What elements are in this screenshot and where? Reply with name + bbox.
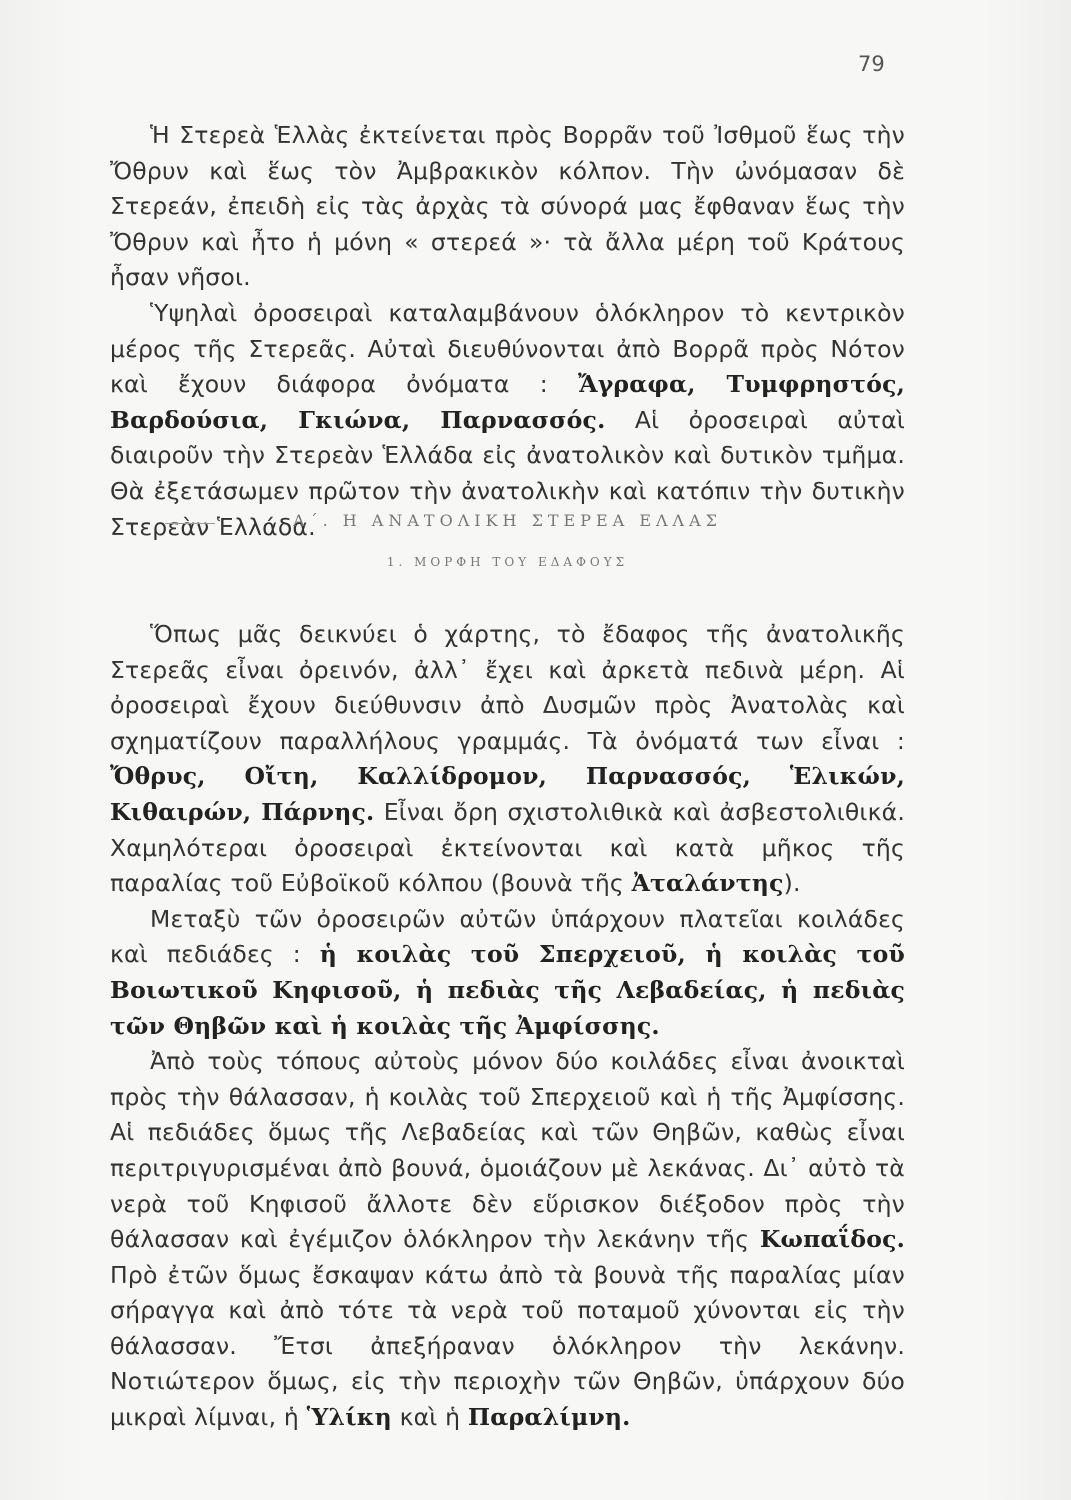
- body-text: [110, 617, 905, 1436]
- intro-text: [110, 118, 905, 545]
- page-number: 79: [858, 52, 885, 76]
- valley-names: ἡ κοιλὰς τοῦ Σπερχειοῦ, ἡ κοιλὰς τοῦ Βοιωτικοῦ Κηφισοῦ, ἡ πεδιὰς τῆς Λεβαδείας, ἡ πεδιὰς τῶν Θηβῶν καὶ ἡ κοιλὰς τῆς Ἀμφίσσης.: [110, 940, 906, 1040]
- body-paragraph-1: Ὅπως μᾶς δεικνύει ὁ χάρτης, τὸ ἔδαφος τῆς ἀνατολικῆς Στερεᾶς εἶναι ὀρεινόν, ἀλλ᾽ ἔχει καὶ ἀρκετὰ πεδινὰ μέρη. Αἱ ὀροσειραὶ ἔχουν διεύθυνσιν ἀπὸ Δυσμῶν πρὸς Ἀνατολὰς καὶ σχηματίζουν παραλλήλους γραμμάς. Τὰ ὀνόματά των εἶναι : Ὄθρυς, Οἴτη, Καλλίδρομον, Παρνασσός, Ἑλικών, Κιθαιρών, Πάρνης. Εἶναι ὄρη σχιστολιθικὰ καὶ ἀσβεστολιθικά. Χαμηλότεραι ὀροσειραὶ ἐκτείνονται καὶ κατὰ μῆκος τῆς παραλίας τοῦ Εὐβοϊκοῦ κόλπου (βουνὰ τῆς Ἀταλάντης).: [110, 620, 905, 898]
- body-paragraph-3: Ἀπὸ τοὺς τόπους αὐτοὺς μόνον δύο κοιλάδες εἶναι ἀνοικταὶ πρὸς τὴν θάλασσαν, ἡ κοιλὰς τοῦ Σπερχειοῦ καὶ ἡ τῆς Ἀμφίσσης. Αἱ πεδιάδες ὅμως τῆς Λεβαδείας καὶ τῶν Θηβῶν, καθὼς εἶναι περιτριγυρισμέναι ἀπὸ βουνά, ὁμοιάζουν μὲ λεκάνας. Δι᾽ αὐτὸ τὰ νερὰ τοῦ Κηφισοῦ ἄλλοτε δὲν εὕρισκον διέξοδον πρὸς τὴν θάλασσαν καὶ ἐγέμιζον ὁλόκληρον τὴν λεκάνην τῆς Κωπαΐδος. Πρὸ ἐτῶν ὅμως ἔσκαψαν κάτω ἀπὸ τὰ βουνὰ τῆς παραλίας μίαν σήραγγα καὶ ἀπὸ τότε τὰ νερὰ τοῦ ποταμοῦ χύνονται εἰς τὴν θάλασσαν. Ἔτσι ἀπεξήραναν ὁλόκληρον τὴν λεκάνην. Νοτιώτερον ὅμως, εἰς τὴν περιοχὴν τῶν Θηβῶν, ὑπάρχουν δύο μικραὶ λίμναι, ἡ Ὑλίκη καὶ ἡ Παραλίμνη.: [110, 1047, 906, 1432]
- sub-heading: 1. ΜΟΡΦΗ ΤΟΥ ΕΔΑΦΟΥΣ: [386, 555, 629, 569]
- body-paragraph-2: Μεταξὺ τῶν ὀροσειρῶν αὐτῶν ὑπάρχουν πλατεῖαι κοιλάδες καὶ πεδιάδες : ἡ κοιλὰς τοῦ Σπερχειοῦ, ἡ κοιλὰς τοῦ Βοιωτικοῦ Κηφισοῦ, ἡ πεδιὰς τῆς Λεβαδείας, ἡ πεδιὰς τῶν Θηβῶν καὶ ἡ κοιλὰς τῆς Ἀμφίσσης.: [110, 904, 906, 1040]
- eastern-mountain-names: Ὄθρυς, Οἴτη, Καλλίδρομον, Παρνασσός, Ἑλικών, Κιθαιρών, Πάρνης.: [110, 762, 905, 826]
- mountain-names: Ἄγραφα, Τυμφρηστός, Βαρδούσια, Γκιώνα, Παρνασσός.: [110, 370, 905, 434]
- section-heading: Α΄. Η ΑΝΑΤΟΛΙΚΗ ΣΤΕΡΕΑ ΕΛΛΑΣ: [293, 511, 722, 530]
- intro-paragraph-1: Ἡ Στερεὰ Ἑλλὰς ἐκτείνεται πρὸς Βορρᾶν τοῦ Ἰσθμοῦ ἕως τὴν Ὄθρυν καὶ ἕως τὸν Ἀμβρακικὸν κόλπον. Τὴν ὠνόμασαν δὲ Στερεάν, ἐπειδὴ εἰς τὰς ἀρχὰς τὰ σύνορά μας ἔφθαναν ἕως τὴν Ὄθρυν καὶ ἦτο ἡ μόνη « στερεά »· τὰ ἄλλα μέρη τοῦ Κράτους ἦσαν νῆσοι.: [110, 121, 905, 292]
- intro-paragraph-2: Ὑψηλαὶ ὀροσειραὶ καταλαμβάνουν ὁλόκληρον τὸ κεντρικὸν μέρος τῆς Στερεᾶς. Αὐταὶ διευθύνονται ἀπὸ Βορρᾶ πρὸς Νότον καὶ ἔχουν διάφορα ὀνόματα : Ἄγραφα, Τυμφρηστός, Βαρδούσια, Γκιώνα, Παρνασσός. Αἱ ὀροσειραὶ αὐταὶ διαιροῦν τὴν Στερεὰν Ἑλλάδα εἰς ἀνατολικὸν καὶ δυτικὸν τμῆμα. Θὰ ἐξετάσωμεν πρῶτον τὴν ἀνατολικὴν καὶ κατόπιν τὴν δυτικὴν Στερεὰν Ἑλλάδα.: [110, 298, 906, 541]
